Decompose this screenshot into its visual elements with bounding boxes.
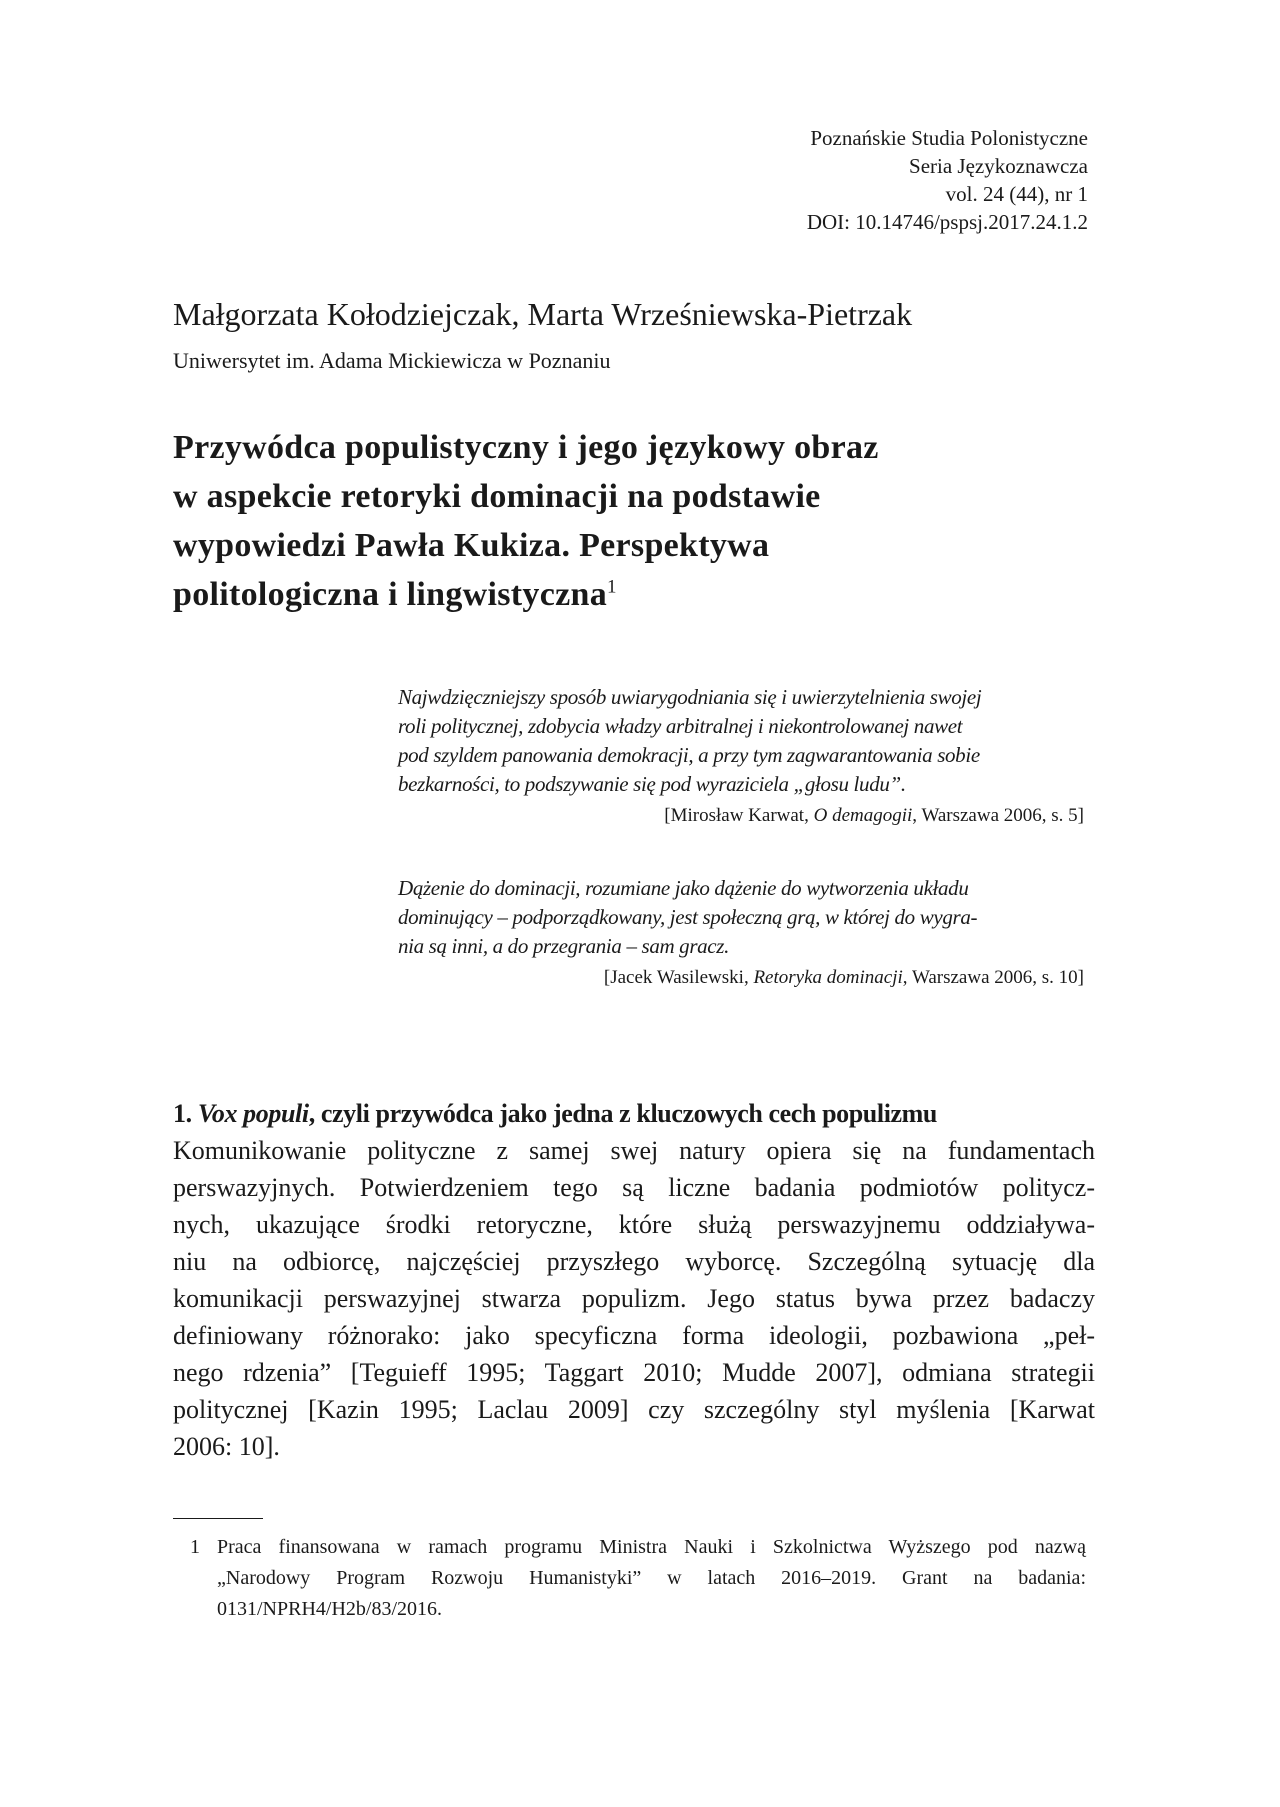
body-line: definiowany różnorako: jako specyficzna forma ideologii, pozbawiona „peł- <box>173 1321 1095 1350</box>
article-title <box>173 423 1113 619</box>
footnote-line: 0131/NPRH4/H2b/83/2016. <box>217 1598 443 1620</box>
journal-name: Poznańskie Studia Polonistyczne <box>810 126 1088 150</box>
epigraph-source <box>398 963 1084 992</box>
title-line: wypowiedzi Pawła Kukiza. Perspektywa <box>173 527 770 564</box>
title-line-last <box>173 570 1113 619</box>
source-title: O demagogii <box>813 805 913 826</box>
epigraph-line: pod szyldem panowania demokracji, a przy tym zagwarantowania sobie <box>398 743 980 767</box>
epigraph-source <box>398 801 1084 830</box>
source-author: [Mirosław Karwat, <box>664 805 814 826</box>
section-1 <box>173 1095 1095 1465</box>
footnote-text <box>217 1532 1086 1625</box>
footnote-1 <box>190 1532 1086 1625</box>
footnote-number: 1 <box>190 1536 200 1558</box>
epigraph-karwat <box>398 683 1084 830</box>
epigraph-line: Dążenie do dominacji, rozumiane jako dążenie do wytworzenia układu <box>398 876 969 900</box>
section-heading <box>173 1095 1095 1132</box>
epigraph-line: dominujący – podporządkowany, jest społeczną grą, w której do wygra- <box>398 905 978 929</box>
body-line: komunikacji perswazyjnej stwarza populizm. Jego status bywa przez badaczy <box>173 1284 1095 1313</box>
footnote-line: Praca finansowana w ramach programu Ministra Nauki i Szkolnictwa Wyższego pod nazwą <box>217 1536 1086 1558</box>
source-title: Retoryka dominacji <box>753 967 903 988</box>
author-affiliation: Uniwersytet im. Adama Mickiewicza w Poznaniu <box>173 348 611 373</box>
section-number: 1. <box>173 1099 198 1128</box>
body-line: nych, ukazujące środki retoryczne, które służą perswazyjnemu oddziaływa- <box>173 1210 1095 1239</box>
journal-volume: vol. 24 (44), nr 1 <box>945 182 1088 206</box>
title-footnote-mark[interactable]: 1 <box>607 576 617 598</box>
source-details: , Warszawa 2006, s. 5] <box>912 805 1084 826</box>
journal-header <box>807 124 1088 236</box>
body-line: niu na odbiorcę, najczęściej przyszłego wyborcę. Szczególną sytuację dla <box>173 1247 1095 1276</box>
epigraph-line: Najwdzięczniejszy sposób uwiarygodniania się i uwierzytelnienia swojej <box>398 685 982 709</box>
footnote-line: „Narodowy Program Rozwoju Humanistyki” w latach 2016–2019. Grant na badania: <box>217 1567 1086 1589</box>
epigraph-line: nia są inni, a do przegrania – sam gracz. <box>398 934 730 958</box>
journal-series: Seria Językoznawcza <box>909 154 1088 178</box>
body-line: perswazyjnych. Potwierdzeniem tego są liczne badania podmiotów politycz- <box>173 1173 1095 1202</box>
source-details: , Warszawa 2006, s. 10] <box>902 967 1084 988</box>
title-line: w aspekcie retoryki dominacji na podstawie <box>173 478 821 515</box>
section-heading-italic: Vox populi <box>197 1099 309 1128</box>
epigraph-quote <box>398 683 1084 799</box>
journal-doi: DOI: 10.14746/pspsj.2017.24.1.2 <box>806 210 1088 234</box>
epigraph-line: bezkarności, to podszywanie się pod wyraziciela „głosu ludu”. <box>398 772 906 796</box>
title-line: politologiczna i lingwistyczna <box>173 576 607 613</box>
body-line: Komunikowanie polityczne z samej swej natury opiera się na fundamentach <box>173 1136 1095 1165</box>
footnote-divider <box>173 1518 263 1519</box>
title-line: Przywódca populistyczny i jego językowy obraz <box>173 429 879 466</box>
article-authors: Małgorzata Kołodziejczak, Marta Wrześniewska-Pietrzak <box>173 296 913 332</box>
body-line: nego rdzenia” [Teguieff 1995; Taggart 2010; Mudde 2007], odmiana strategii <box>173 1358 1095 1387</box>
epigraph-quote <box>398 874 1084 961</box>
epigraph-wasilewski <box>398 874 1084 992</box>
source-author: [Jacek Wasilewski, <box>603 967 754 988</box>
epigraph-line: roli politycznej, zdobycia władzy arbitralnej i niekontrolowanej nawet <box>398 714 963 738</box>
section-heading-text: , czyli przywódca jako jedna z kluczowych cech populizmu <box>308 1099 937 1128</box>
body-line: 2006: 10]. <box>173 1432 280 1461</box>
body-line: politycznej [Kazin 1995; Laclau 2009] czy szczególny styl myślenia [Karwat <box>173 1395 1095 1424</box>
